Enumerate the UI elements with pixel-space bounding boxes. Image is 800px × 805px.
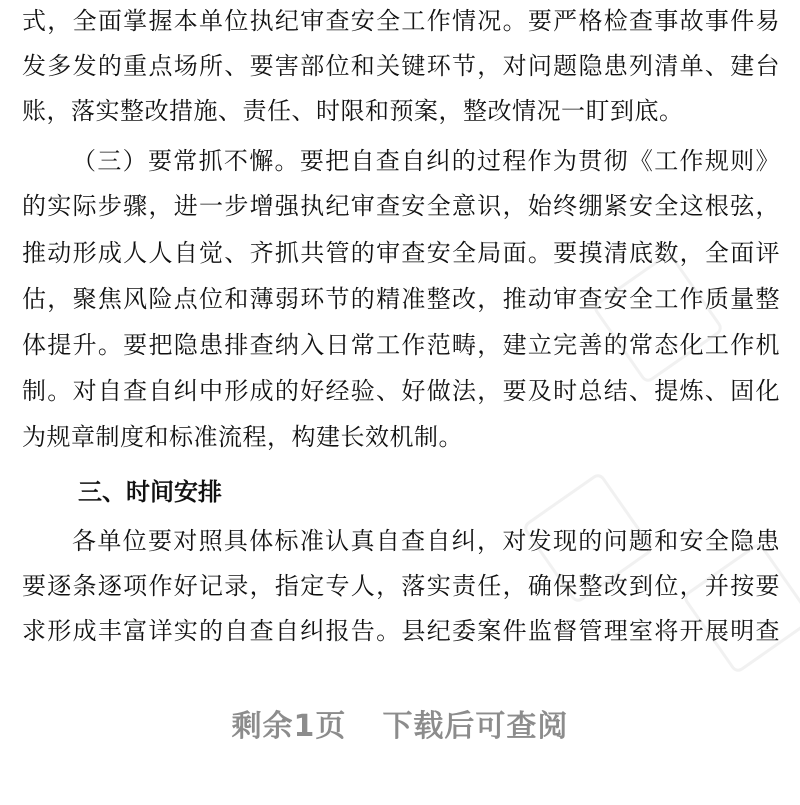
text-line: 发多发的重点场所、要害部位和关键环节，对问题隐患列清单、建台 bbox=[22, 52, 780, 80]
text-line: 要逐条逐项作好记录，指定专人，落实责任，确保整改到位，并按要 bbox=[22, 572, 780, 600]
section-heading: 三、时间安排 bbox=[78, 478, 222, 506]
text-line: 推动形成人人自觉、齐抓共管的审查安全局面。要摸清底数，全面评 bbox=[22, 239, 780, 267]
text-line: 体提升。要把隐患排查纳入日常工作范畴，建立完善的常态化工作机 bbox=[22, 331, 780, 359]
paragraph-first-line: 各单位要对照具体标准认真自查自纠，对发现的问题和安全隐患 bbox=[72, 527, 780, 555]
watermark-mark bbox=[681, 541, 800, 675]
text-line: 式，全面掌握本单位执纪审查安全工作情况。要严格检查事故事件易 bbox=[22, 7, 780, 35]
remaining-pages-text: 剩余1页 bbox=[231, 709, 347, 744]
download-hint-text: 下载后可查阅 bbox=[382, 709, 569, 744]
text-line: 制。对自查自纠中形成的好经验、好做法，要及时总结、提炼、固化 bbox=[22, 377, 780, 405]
download-notice[interactable] bbox=[0, 702, 800, 752]
text-line: 求形成丰富详实的自查自纠报告。县纪委案件监督管理室将开展明查 bbox=[22, 617, 780, 645]
text-line: 为规章制度和标准流程，构建长效机制。 bbox=[22, 423, 463, 451]
text-line: 估，聚焦风险点位和薄弱环节的精准整改，推动审查安全工作质量整 bbox=[22, 285, 780, 313]
paragraph-first-line: （三）要常抓不懈。要把自查自纠的过程作为贯彻《工作规则》 bbox=[72, 147, 780, 175]
text-line: 账，落实整改措施、责任、时限和预案，整改情况一盯到底。 bbox=[22, 97, 684, 125]
text-line: 的实际步骤，进一步增强执纪审查安全意识，始终绷紧安全这根弦， bbox=[22, 192, 780, 220]
